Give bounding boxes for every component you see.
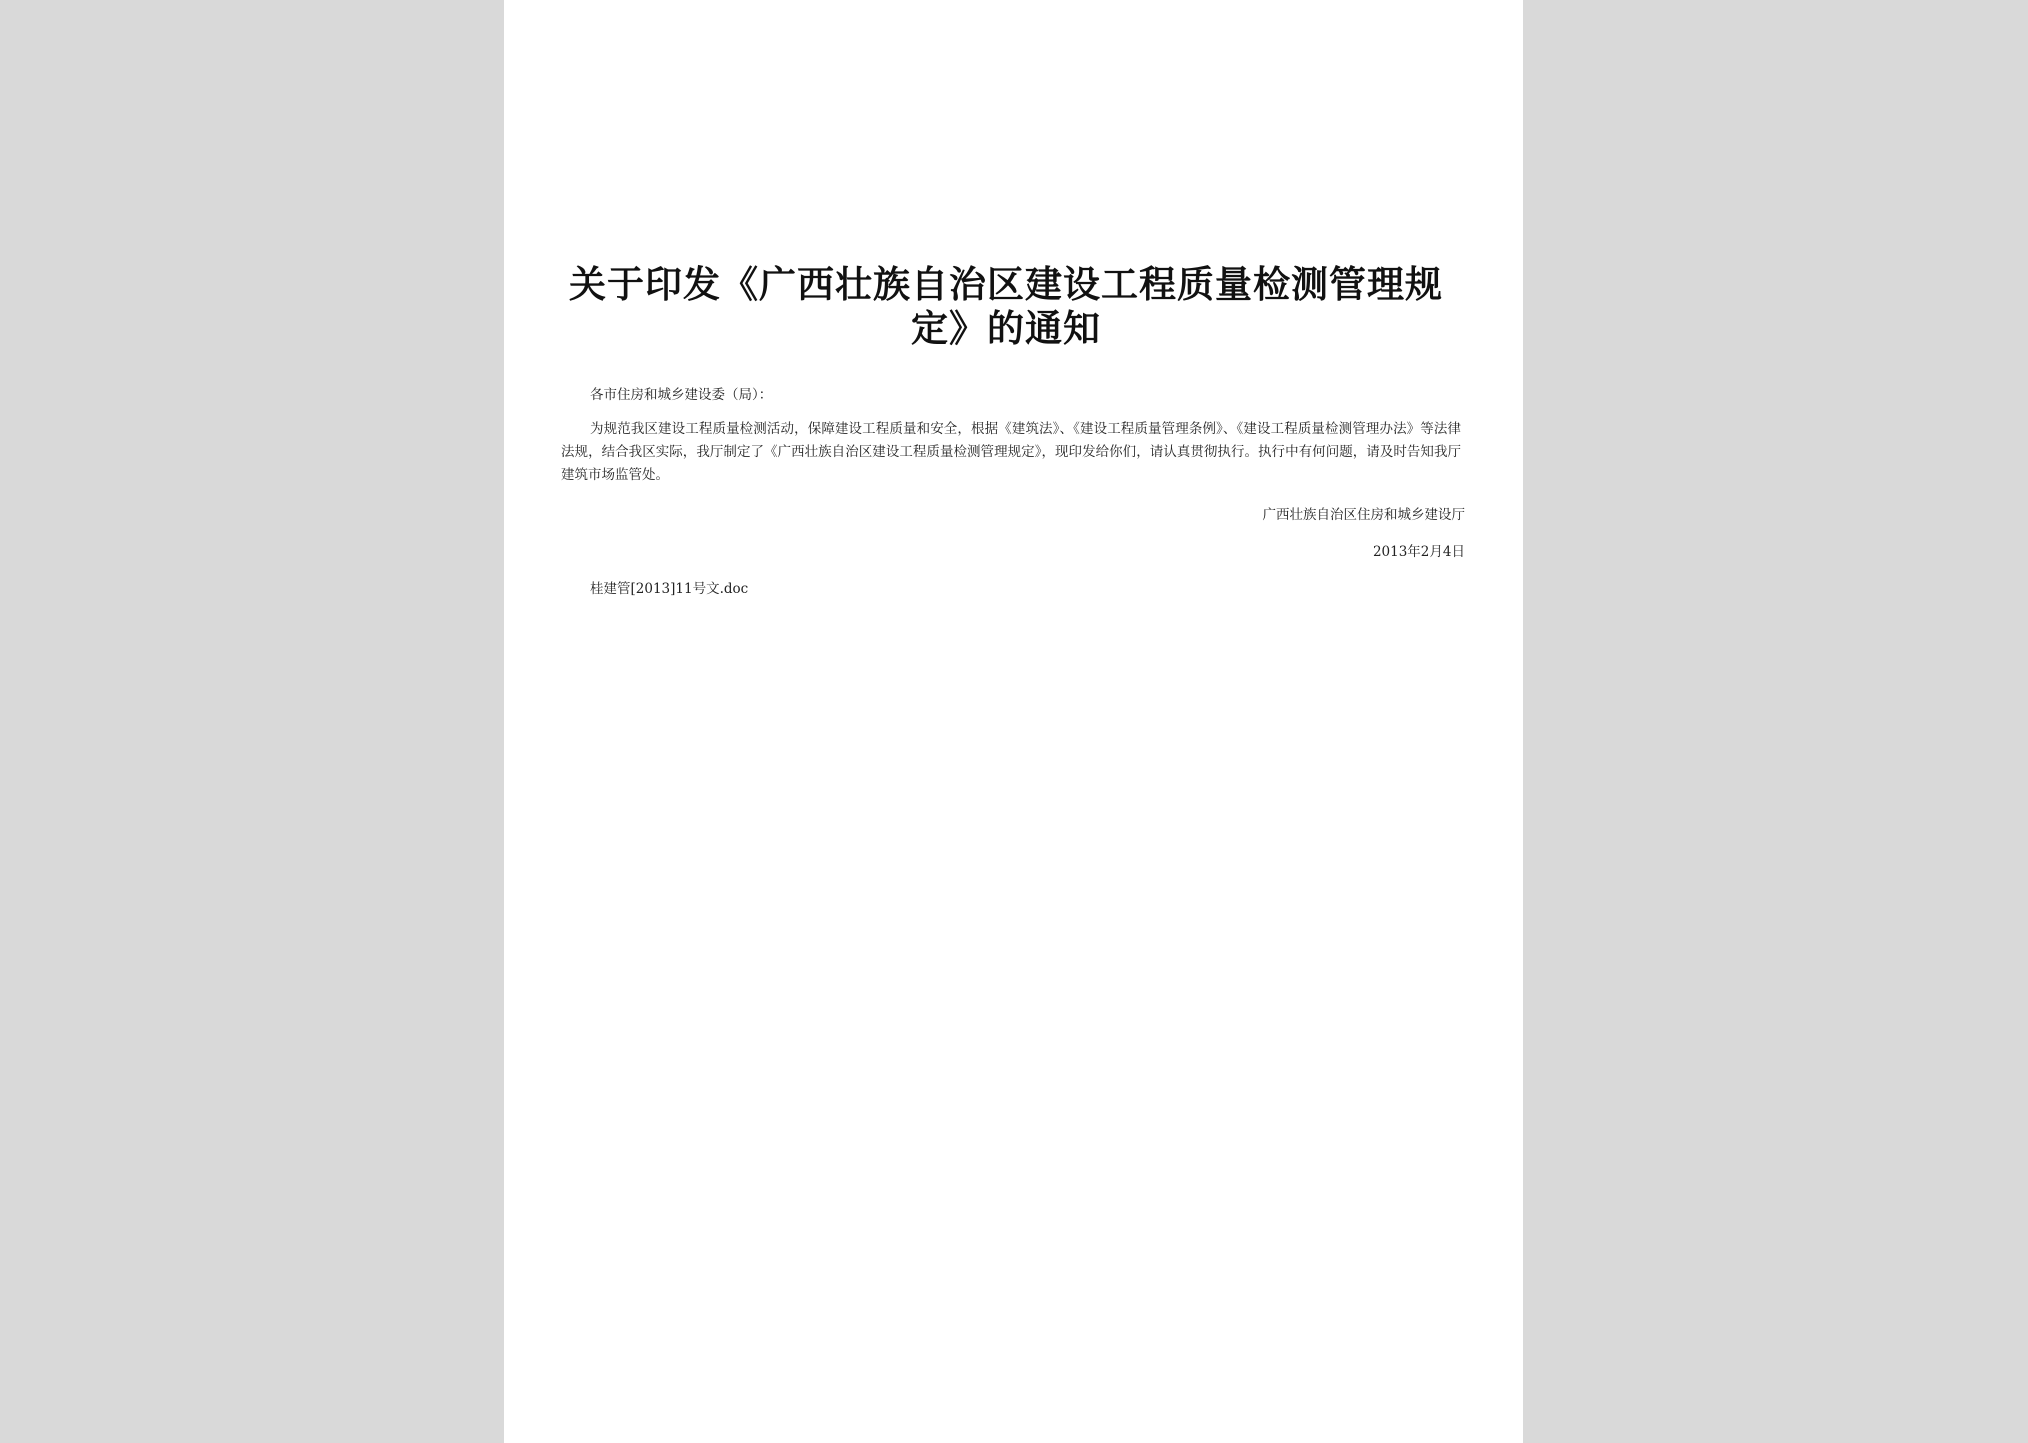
document-title [566,262,1446,350]
document-page [504,0,1523,1443]
title-line-2: 定》的通知 [911,306,1101,350]
signature-date: 2013年2月4日 [1372,544,1465,560]
signature-organization: 广西壮族自治区住房和城乡建设厅 [1262,507,1465,523]
salutation: 各市住房和城乡建设委（局）： [590,387,773,403]
body-paragraph: 为规范我区建设工程质量检测活动，保障建设工程质量和安全，根据《建筑法》、《建设工程质量管理条例》、《建设工程质量检测管理办法》等法律法规，结合我区实际，我厅制定了《广西壮族自治区建设工程质量检测管理规定》，现印发给你们，请认真贯彻执行。执行中有何问题，请及时告知我厅建筑市场监管处。 [561,421,1461,483]
title-line-1: 关于印发《广西壮族自治区建设工程质量检测管理规 [569,262,1443,306]
attachment-filename: 桂建管[2013]11号文.doc [590,581,749,597]
